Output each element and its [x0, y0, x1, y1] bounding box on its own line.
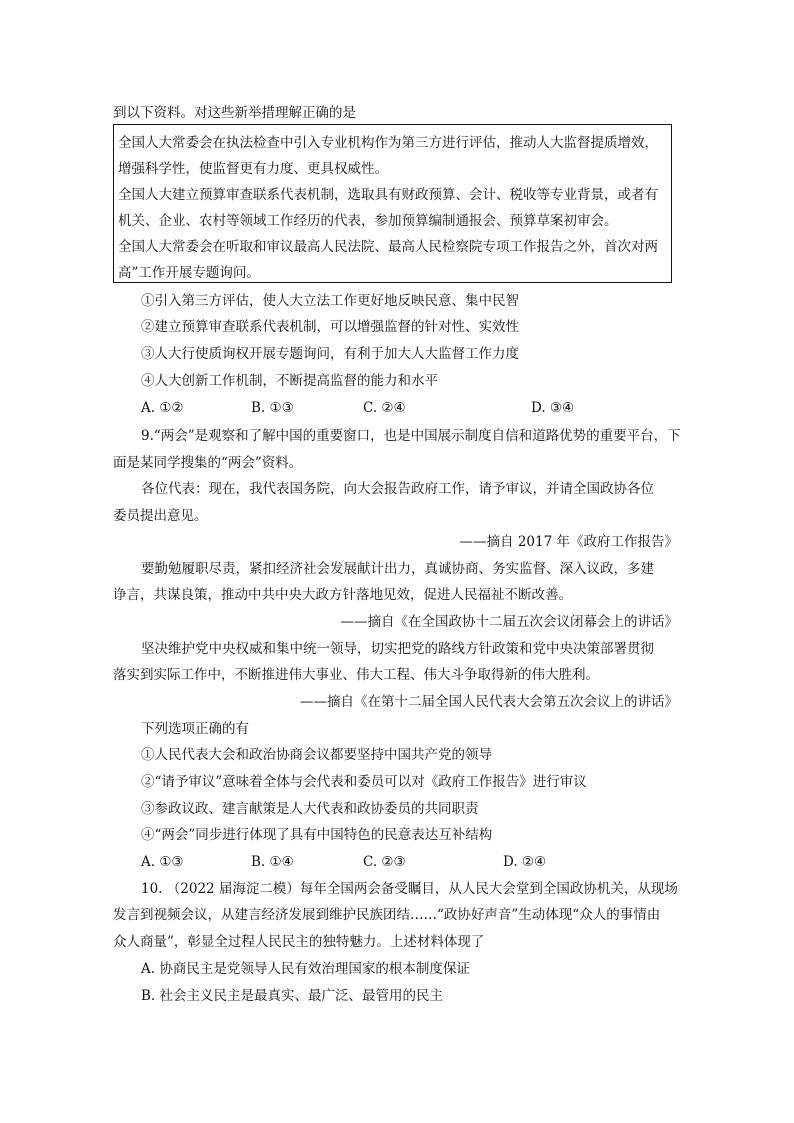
box-line: 高”工作开展专题询问。 [118, 265, 260, 281]
q8-option-b: B. ①③ [251, 400, 294, 416]
q9-option-c: C. ②③ [363, 854, 406, 870]
q9-paragraph: 坚决维护党中央权威和集中统一领导，切实把党的路线方针政策和党中央决策部署贯彻 [141, 641, 654, 657]
q10-line: 10. （2022 届海淀二模）每年全国两会备受瞩目，从人民大会堂到全国政协机关，从现场 [141, 881, 678, 897]
q9-item: ②“请予审议”意味着全体与会代表和委员可以对《政府工作报告》进行审议 [141, 774, 587, 790]
q10-line: 众人商量”，彰显全过程人民民主的独特魅力。上述材料体现了 [113, 934, 485, 950]
box-line: 全国人大常委会在执法检查中引入专业机构作为第三方进行评估，推动人大监督提质增效， [118, 135, 658, 151]
q9-prompt: 下列选项正确的有 [141, 721, 249, 737]
q8-intro: 到以下资料。对这些新举措理解正确的是 [113, 105, 356, 121]
q9-source: ——摘自《在第十二届全国人民代表大会第五次会议上的讲话》 [300, 694, 678, 710]
q8-item: ③人大行使质询权开展专题询问，有利于加大人大监督工作力度 [141, 346, 519, 362]
q9-source: ——摘自《在全国政协十二届五次会议闭幕会上的讲话》 [340, 614, 678, 630]
q9-item: ①人民代表大会和政治协商会议都要坚持中国共产党的领导 [141, 747, 492, 763]
q10-line: 发言到视频会议，从建言经济发展到维护民族团结……“政协好声音”生动体现“众人的事情由 [113, 907, 661, 923]
box-line: 全国人大常委会在听取和审议最高人民法院、最高人民检察院专项工作报告之外，首次对两 [118, 239, 658, 255]
q10-option-b: B. 社会主义民主是最真实、最广泛、最管用的民主 [141, 988, 444, 1004]
q9-paragraph: 落实到实际工作中，不断推进伟大事业、伟大工程、伟大斗争取得新的伟大胜利。 [113, 667, 599, 683]
q8-item: ①引入第三方评估，使人大立法工作更好地反映民意、集中民智 [141, 293, 519, 309]
box-line: 全国人大建立预算审查联系代表机制，选取具有财政预算、会计、税收等专业背景，或者有 [118, 187, 658, 203]
q8-option-c: C. ②④ [363, 400, 406, 416]
q9-option-d: D. ②④ [503, 854, 547, 870]
q9-item: ④“两会”同步进行体现了具有中国特色的民意表达互补结构 [141, 827, 493, 843]
q9-line: 各位代表：现在，我代表国务院，向大会报告政府工作，请予审议，并请全国政协各位 [141, 481, 654, 497]
q9-item: ③参政议政、建言献策是人大代表和政协委员的共同职责 [141, 801, 479, 817]
box-line: 机关、企业、农村等领域工作经历的代表，参加预算编制通报会、预算草案初审会。 [118, 213, 618, 229]
q9-option-b: B. ①④ [251, 854, 294, 870]
q9-source: ——摘自 2017 年《政府工作报告》 [459, 534, 678, 550]
q8-option-a: A. ①② [141, 400, 184, 416]
box-line: 增强科学性，使监督更有力度、更具权威性。 [118, 161, 388, 177]
q9-paragraph: 要勤勉履职尽责，紧扣经济社会发展献计出力，真诚协商、务实监督、深入议政，多建 [141, 561, 654, 577]
q10-option-a: A. 协商民主是党领导人民有效治理国家的根本制度保证 [141, 961, 470, 977]
q8-option-d: D. ③④ [531, 400, 575, 416]
q9-option-a: A. ①③ [141, 854, 184, 870]
q9-paragraph: 诤言，共谋良策，推动中共中央大政方针落地见效，促进人民福祉不断改善。 [113, 587, 572, 603]
q9-line: 委员提出意见。 [113, 508, 208, 524]
q8-item: ④人大创新工作机制，不断提高监督的能力和水平 [141, 373, 438, 389]
q9-line: 面是某同学搜集的“两会”资料。 [113, 455, 303, 471]
q8-item: ②建立预算审查联系代表机制，可以增强监督的针对性、实效性 [141, 319, 519, 335]
q9-line: 9.“两会”是观察和了解中国的重要窗口，也是中国展示制度自信和道路优势的重要平台，下 [141, 428, 681, 444]
